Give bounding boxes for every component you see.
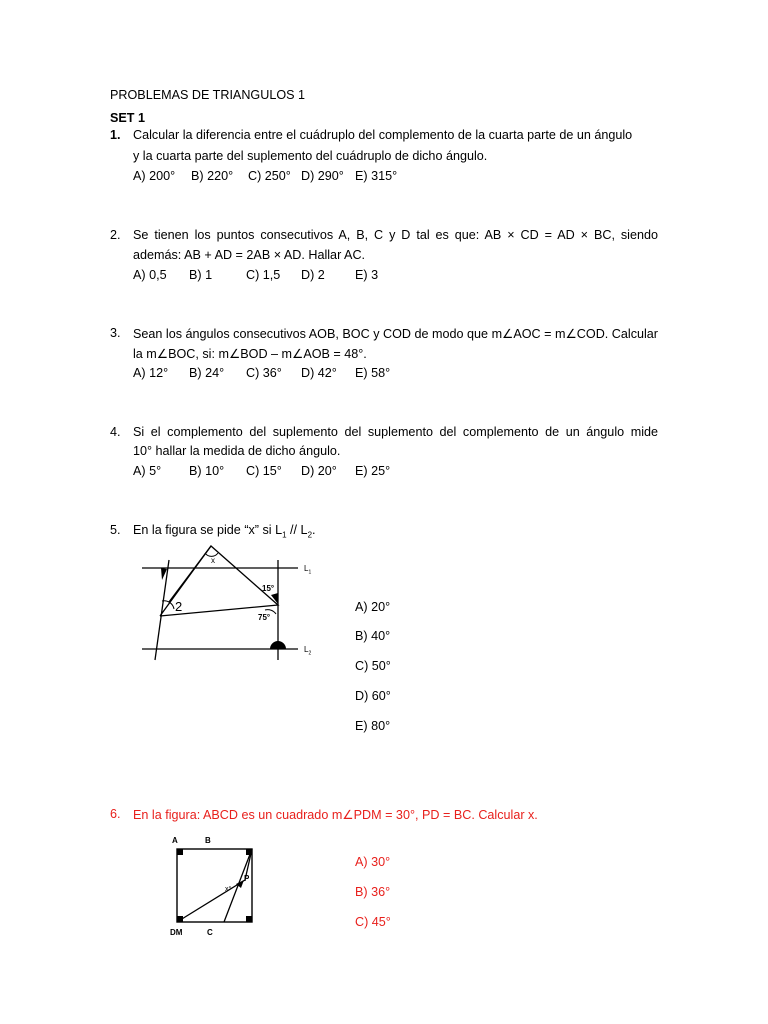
angle-mark-l2 (270, 641, 286, 649)
corner-mark-a (177, 849, 183, 855)
figure-label-75: 75° (258, 613, 271, 622)
corner-mark-d (177, 916, 183, 922)
option-c: C) 36° (246, 366, 282, 380)
option-c: C) 1,5 (246, 268, 281, 282)
problem-text-mid: // L (286, 523, 308, 537)
segment-dp (177, 880, 245, 922)
problem-number: 1. (110, 128, 121, 142)
option-c: C) 45° (355, 915, 391, 929)
option-c: C) 250° (248, 169, 291, 183)
option-c: C) 15° (246, 464, 282, 478)
option-a: A) 5° (133, 464, 162, 478)
problem-number: 6. (110, 807, 121, 821)
option-e: E) 58° (355, 366, 391, 380)
option-e: E) 25° (355, 464, 391, 478)
option-c: C) 50° (355, 659, 391, 673)
option-b: B) 10° (189, 464, 225, 478)
problem-number: 2. (110, 228, 121, 242)
option-a: A) 0,5 (133, 268, 167, 282)
option-a: A) 200° (133, 169, 176, 183)
figure-label-15: 15° (262, 584, 275, 593)
figure-label-a: A (172, 836, 178, 845)
figure-label-b: B (205, 836, 211, 845)
figure-label-l1: $L_1$ (304, 564, 312, 576)
option-e: E) 315° (355, 169, 398, 183)
option-d: D) 42° (301, 366, 337, 380)
figure-label-c: C (207, 928, 213, 937)
problem-text-line-2: y la cuarta parte del suplemento del cuádruplo de dicho ángulo. (133, 149, 488, 163)
subscript-2: 2 (307, 530, 313, 540)
page-title: PROBLEMAS DE TRIANGULOS 1 (110, 88, 306, 102)
option-b: B) 24° (189, 366, 225, 380)
subscript-1: 1 (282, 530, 287, 540)
problem-text-prefix: En la figura se pide “x” si L (133, 523, 283, 537)
option-d: D) 60° (355, 689, 391, 703)
figure-label-l2: $L_2$ (304, 645, 312, 657)
option-b: B) 36° (355, 885, 391, 899)
figure-label-x: x (211, 556, 215, 565)
problem-text-line-1: Se tienen los puntos consecutivos A, B, C y D tal es que: AB × CD = AD × BC, siendo (133, 228, 658, 242)
problem-text-line-2: 10° hallar la medida de dicho ángulo. (133, 444, 341, 458)
problem-text-line-1: Calcular la diferencia entre el cuádruplo del complemento de la cuarta parte de un ángulo (133, 128, 633, 142)
option-b: B) 1 (189, 268, 213, 282)
figure-label-2: 2 (175, 599, 183, 614)
option-b: B) 220° (191, 169, 234, 183)
parallel-lines-figure (130, 538, 330, 668)
option-d: D) 290° (301, 169, 344, 183)
problem-number: 4. (110, 425, 121, 439)
figure-label-dm: DM (170, 928, 183, 937)
figure-label-p: P (244, 874, 250, 883)
corner-mark-b (246, 849, 252, 855)
option-e: E) 3 (355, 268, 379, 282)
problem-number: 5. (110, 523, 121, 537)
option-b: B) 40° (355, 629, 391, 643)
problem-text-line-2: además: AB + AD = 2AB × AD. Hallar AC. (133, 248, 366, 262)
triangle-side (169, 546, 211, 602)
problem-text-line-1: Si el complemento del suplemento del suplemento del complemento de un ángulo mide (133, 425, 658, 439)
problem-number: 3. (110, 326, 121, 340)
corner-mark-c (246, 916, 252, 922)
square-figure (172, 846, 262, 926)
problem-text-line-1: Sean los ángulos consecutivos AOB, BOC y COD de modo que m∠AOC = m∠COD. Calcular (133, 327, 658, 341)
option-d: D) 20° (301, 464, 337, 478)
option-d: D) 2 (301, 268, 325, 282)
option-a: A) 30° (355, 855, 391, 869)
problem-text-line-2: la m∠BOC, si: m∠BOD – m∠AOB = 48°. (133, 347, 367, 361)
problem-text-suffix: . (312, 523, 316, 537)
option-a: A) 12° (133, 366, 169, 380)
option-e: E) 80° (355, 719, 391, 733)
set-label: SET 1 (110, 111, 145, 125)
problem-text: En la figura: ABCD es un cuadrado m∠PDM = 30°, PD = BC. Calcular x. (133, 808, 538, 822)
option-a: A) 20° (355, 600, 391, 614)
figure-label-x: x° (225, 886, 232, 893)
